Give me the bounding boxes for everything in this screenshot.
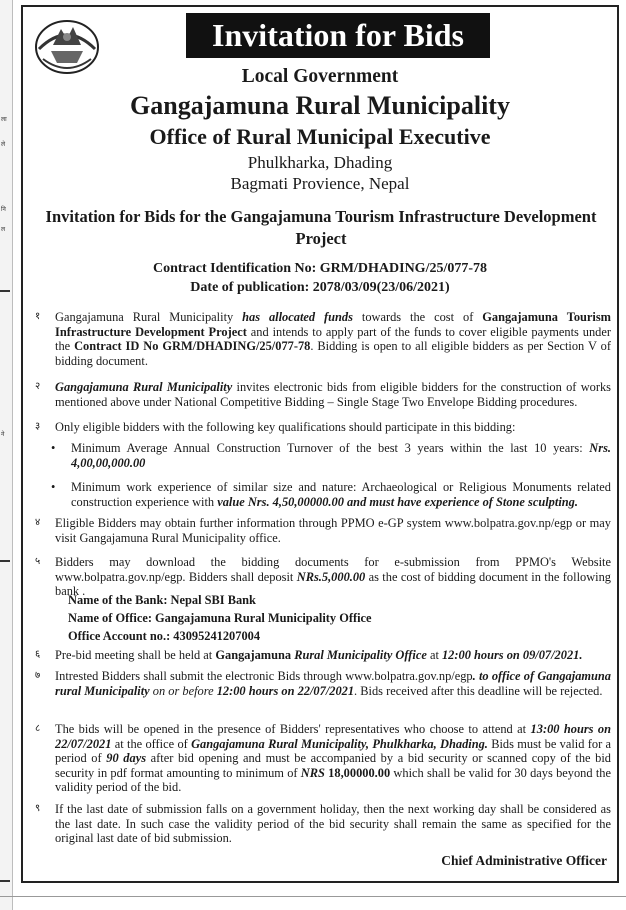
page-bottom-rule [0,896,626,897]
clause-5: ५ Bidders may download the bidding documents for e-submission from PPMO's Website www.bolpatra.gov.np/egp. Bidders shall deposit NRs.5,000.00 as the cost of bidding document in the following bank . [35,555,611,598]
notice-banner: Invitation for Bids [186,13,490,58]
margin-rule [0,560,10,562]
margin-fragment: ला [1,117,7,123]
clause-6: ६ Pre-bid meeting shall be held at Gangajamuna Rural Municipality Office at 12:00 hours on 09/07/2021. [35,648,583,662]
clause-2: २ Gangajamuna Rural Municipality invites electronic bids from eligible bidders for the construction of works mentioned above under National Competitive Bidding – Single Stage Two Envelope Bidding procedures. [35,380,611,409]
clause-number: ९ [35,803,41,814]
adjacent-page-strip [0,0,13,910]
bank-name: Name of the Bank: Nepal SBI Bank [68,593,256,607]
clause-number: १ [35,311,41,322]
clause-8: ८ The bids will be opened in the presence of Bidders' representatives who choose to attend at 13:00 hours on 22/07/2021 at the office of Gangajamuna Rural Municipality, Phulkharka, Dhading. Bids must be valid for a period of 90 days after bid opening and must be accompanied by a bid security or scanned copy of the bid security in pdf format amounting to minimum of NRS 18,00000.00 which shall be valid for 30 days beyond the validity period of the bid. [35,722,612,794]
clause-number: ५ [35,556,41,567]
margin-rule [0,880,10,882]
margin-rule [0,290,10,292]
bank-account-number: Office Account no.: 43095241207004 [68,629,261,643]
project-title: Invitation for Bids for the Gangajamuna Tourism Infrastructure Development Project [45,207,597,248]
clause-number: ६ [35,649,41,660]
signatory-title: Chief Administrative Officer [441,853,607,868]
header-municipality-name: Gangajamuna Rural Municipality [130,91,510,120]
margin-fragment: नि [1,207,6,213]
clause-number: ४ [35,517,41,528]
margin-fragment: ले [1,142,6,148]
clause-number: २ [35,381,41,392]
bid-notice [21,5,619,883]
bank-office-name: Name of Office: Gangajamuna Rural Municipality Office [68,611,372,625]
contract-identification: Contract Identification No: GRM/DHADING/25/077-78 [152,261,488,276]
qualification-bullet-1: • Minimum Average Annual Construction Turnover of the best 3 years within the last 10 years: Nrs. 4,00,00,000.00 [51,441,611,470]
header-address-line: Phulkharka, Dhading [247,153,393,172]
margin-fragment: ने [1,432,5,438]
clause-number: ८ [35,723,41,734]
clause-3: ३ Only eligible bidders with the following key qualifications should participate in this bidding: [35,420,516,434]
margin-fragment: ल [1,227,6,233]
header-office-name: Office of Rural Municipal Executive [149,124,491,149]
clause-4: ४ Eligible Bidders may obtain further information through PPMO e-GP system www.bolpatra.gov.np/egp or may visit Gangajamuna Rural Municipality office. [35,516,611,545]
clause-number: ७ [35,670,41,681]
clause-number: ३ [35,421,41,432]
header-local-government: Local Government [241,66,399,87]
qualification-bullet-2: • Minimum work experience of similar size and nature: Archaeological or Religious Monuments related construction experience with value Nrs. 4,50,00000.00 and must have experience of Stone sculpting. [51,480,611,509]
clause-7: ७ Intrested Bidders shall submit the electronic Bids through www.bolpatra.gov.np/egp. to office of Gangajamuna rural Municipality on or before 12:00 hours on 22/07/2021. Bids received after this deadline will be rejected. [35,669,611,698]
header-province-line: Bagmati Provience, Nepal [230,174,410,193]
publication-date: Date of publication: 2078/03/09(23/06/2021) [190,280,450,295]
clause-9: ९ If the last date of submission falls on a government holiday, then the next working day shall be considered as the last date. In such case the validity period of the bid security shall remain the same as specified for the original last date of bid submission. [35,802,611,845]
clause-1: १ Gangajamuna Rural Municipality has allocated funds towards the cost of Gangajamuna Tourism Infrastructure Development Project and intends to apply part of the funds to cover eligible payments under the Contract ID No GRM/DHADING/25/077-78. Bidding is open to all eligible bidders as per Section V of bidding document. [35,310,612,368]
